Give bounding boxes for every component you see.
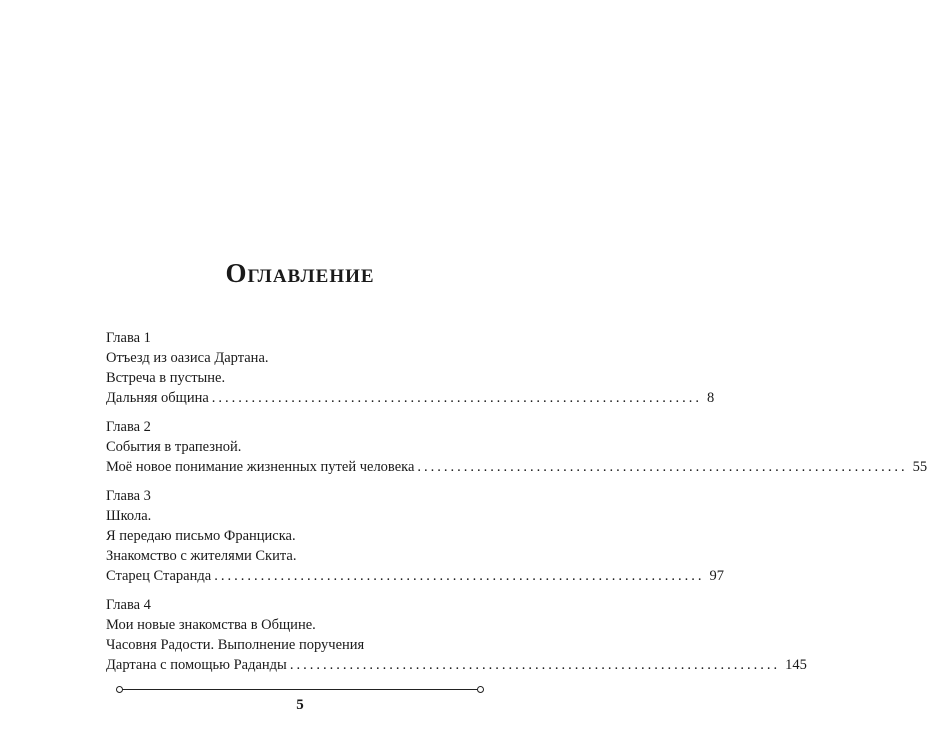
page-title: Оглавление	[225, 258, 375, 288]
section-title: Отъезд из оазиса Дартана.	[106, 350, 269, 366]
chapter-heading: Глава 3	[106, 488, 151, 504]
chapter-heading: Глава 2	[106, 419, 151, 435]
dot-leader: ..........................................................................	[214, 568, 705, 584]
toc-entry[interactable]	[106, 655, 807, 675]
section-title: Моё новое понимание жизненных путей человека	[106, 459, 415, 475]
page-reference: 145	[785, 657, 807, 673]
section-title: Старец Старанда	[106, 568, 212, 584]
toc-entry[interactable]	[106, 388, 715, 408]
chapter-4	[106, 595, 807, 675]
table-of-contents	[106, 328, 927, 684]
dot-leader: ..........................................................................	[289, 657, 781, 673]
section-title: Дартана с помощью Раданды	[106, 657, 287, 673]
page-number: 5	[296, 697, 304, 713]
section-title: Встреча в пустыне.	[106, 370, 226, 386]
chapter-heading: Глава 4	[106, 597, 151, 613]
section-title: Знакомство с жителями Скита.	[106, 548, 297, 564]
chapter-heading: Глава 1	[106, 330, 151, 346]
rule-end-ornament	[477, 686, 484, 693]
page-reference: 55	[912, 459, 927, 475]
chapter-2	[106, 417, 927, 477]
footer-rule	[120, 689, 480, 690]
chapter-3	[106, 486, 724, 586]
page-reference: 8	[707, 390, 715, 406]
dot-leader: ..........................................................................	[211, 390, 703, 406]
section-title: События в трапезной.	[106, 439, 242, 455]
section-title: Дальняя община	[106, 390, 209, 406]
rule-end-ornament	[116, 686, 123, 693]
toc-entry[interactable]	[106, 566, 724, 586]
page-reference: 97	[709, 568, 724, 584]
toc-entry[interactable]	[106, 457, 927, 477]
chapter-1	[106, 328, 715, 408]
dot-leader: ..........................................................................	[417, 459, 908, 475]
section-title: Школа.	[106, 508, 152, 524]
section-title: Я передаю письмо Франциска.	[106, 528, 296, 544]
section-title: Мои новые знакомства в Общине.	[106, 617, 316, 633]
section-title: Часовня Радости. Выполнение поручения	[106, 637, 365, 653]
